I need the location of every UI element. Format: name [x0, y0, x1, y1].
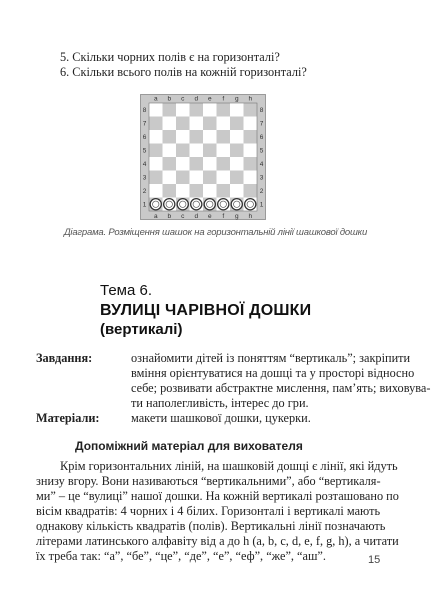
- materials-label: Матеріали:: [36, 411, 100, 425]
- board-square: [149, 171, 163, 185]
- board-square: [217, 117, 231, 131]
- board-square: [163, 184, 177, 198]
- file-label: h: [248, 213, 253, 220]
- board-square: [217, 130, 231, 144]
- theme-title: ВУЛИЦІ ЧАРІВНОЇ ДОШКИ: [100, 302, 312, 319]
- board-square: [163, 157, 177, 171]
- theme-number: Тема 6.: [100, 282, 152, 299]
- rank-label: 1: [259, 201, 264, 209]
- board-square: [163, 103, 177, 117]
- board-square: [230, 184, 244, 198]
- aux-line: однакову кількість квадратів (полів). Вертикальні лінії позначають: [36, 519, 386, 533]
- file-label: b: [167, 95, 172, 103]
- board-square: [203, 157, 217, 171]
- board-square: [190, 117, 204, 131]
- page-number: 15: [368, 554, 381, 566]
- board-square: [217, 171, 231, 185]
- file-label: d: [194, 95, 199, 103]
- theme-subtitle: (вертикалі): [100, 321, 183, 338]
- board-square: [163, 171, 177, 185]
- rank-label: 2: [259, 188, 264, 196]
- board-square: [176, 157, 190, 171]
- board-square: [217, 184, 231, 198]
- board-square: [149, 103, 163, 117]
- board-square: [149, 184, 163, 198]
- file-label: e: [207, 95, 212, 103]
- board-square: [163, 117, 177, 131]
- board-square: [190, 130, 204, 144]
- file-label: h: [248, 95, 253, 103]
- rank-label: 8: [142, 107, 147, 115]
- board-square: [230, 130, 244, 144]
- task-line: вміння орієнтуватися на дошці та у просторі відносно: [131, 366, 415, 380]
- board-square: [190, 144, 204, 158]
- aux-heading: Допоміжний матеріал для вихователя: [75, 439, 303, 453]
- white-checker: [177, 199, 188, 210]
- file-label: a: [153, 95, 158, 103]
- task-label: Завдання:: [36, 351, 93, 365]
- rank-label: 3: [259, 174, 264, 182]
- rank-label: 6: [142, 134, 147, 142]
- board-square: [244, 171, 258, 185]
- board-square: [163, 144, 177, 158]
- checkers-board-diagram: [140, 94, 266, 220]
- board-square: [244, 184, 258, 198]
- rank-label: 5: [259, 147, 264, 155]
- rank-label: 1: [142, 201, 147, 209]
- task-line: себе; розвивати абстрактне мислення, пам’ять; виховува-: [131, 381, 431, 395]
- file-label: e: [207, 213, 212, 220]
- white-checker: [204, 199, 215, 210]
- board-square: [230, 171, 244, 185]
- board-square: [190, 103, 204, 117]
- board-square: [230, 103, 244, 117]
- board-square: [203, 130, 217, 144]
- board-square: [203, 117, 217, 131]
- board-square: [230, 157, 244, 171]
- diagram-caption: Діаграма. Розміщення шашок на горизонтальній лінії шашкової дошки: [63, 227, 368, 238]
- file-label: b: [167, 213, 172, 220]
- board-square: [149, 117, 163, 131]
- board-square: [230, 144, 244, 158]
- rank-label: 8: [259, 107, 264, 115]
- board-square: [203, 103, 217, 117]
- board-square: [190, 184, 204, 198]
- white-checker: [191, 199, 202, 210]
- board-square: [176, 130, 190, 144]
- board-square: [149, 130, 163, 144]
- file-label: g: [234, 213, 239, 220]
- board-square: [217, 103, 231, 117]
- rank-label: 3: [142, 174, 147, 182]
- board-square: [244, 103, 258, 117]
- file-label: c: [181, 95, 185, 103]
- board-square: [244, 130, 258, 144]
- board-square: [203, 171, 217, 185]
- rank-label: 4: [259, 161, 264, 169]
- board-square: [176, 171, 190, 185]
- rank-label: 4: [142, 161, 147, 169]
- aux-line: знизу вгору. Вони називаються “вертикальними”, або “вертикаля-: [36, 474, 381, 488]
- white-checker: [150, 199, 161, 210]
- white-checker: [231, 199, 242, 210]
- materials-text: макети шашкової дошки, цукерки.: [131, 411, 311, 425]
- rank-label: 5: [142, 147, 147, 155]
- question-5: 5. Скільки чорних полів є на горизонталі?: [60, 50, 280, 64]
- board-square: [203, 184, 217, 198]
- board-square: [176, 103, 190, 117]
- aux-line: ми” – це “вулиці” нашої дошки. На кожній вертикалі розташовано по: [36, 489, 399, 503]
- board-square: [244, 144, 258, 158]
- file-label: g: [234, 95, 239, 103]
- file-label: f: [222, 213, 225, 220]
- file-label: a: [153, 213, 158, 220]
- aux-line: Крім горизонтальних ліній, на шашковій дошці є лінії, які йдуть: [60, 459, 398, 473]
- board-square: [163, 130, 177, 144]
- rank-label: 7: [142, 120, 147, 128]
- board-square: [203, 144, 217, 158]
- aux-line: вісім квадратів: 4 чорних і 4 білих. Горизонталі і вертикалі мають: [36, 504, 381, 518]
- board-square: [230, 117, 244, 131]
- board-square: [217, 144, 231, 158]
- file-label: f: [222, 95, 225, 103]
- rank-label: 7: [259, 120, 264, 128]
- board-square: [244, 117, 258, 131]
- aux-line: їх треба так: “а”, “бе”, “це”, “де”, “е”, “еф”, “же”, “аш”.: [36, 549, 326, 563]
- aux-line: літерами латинського алфавіту від a до h (a, b, c, d, e, f, g, h), а читати: [36, 534, 399, 548]
- task-line: ти наполегливість, інтерес до гри.: [131, 396, 309, 410]
- board-square: [176, 144, 190, 158]
- board-square: [149, 157, 163, 171]
- question-6: 6. Скільки всього полів на кожній горизонталі?: [60, 65, 307, 79]
- white-checker: [218, 199, 229, 210]
- rank-label: 6: [259, 134, 264, 142]
- rank-label: 2: [142, 188, 147, 196]
- white-checker: [245, 199, 256, 210]
- board-square: [190, 171, 204, 185]
- file-label: d: [194, 213, 199, 220]
- board-square: [176, 184, 190, 198]
- task-line: ознайомити дітей із поняттям “вертикаль”; закріпити: [131, 351, 411, 365]
- board-square: [244, 157, 258, 171]
- board-square: [217, 157, 231, 171]
- white-checker: [164, 199, 175, 210]
- file-label: c: [181, 213, 185, 220]
- board-square: [176, 117, 190, 131]
- board-square: [190, 157, 204, 171]
- board-square: [149, 144, 163, 158]
